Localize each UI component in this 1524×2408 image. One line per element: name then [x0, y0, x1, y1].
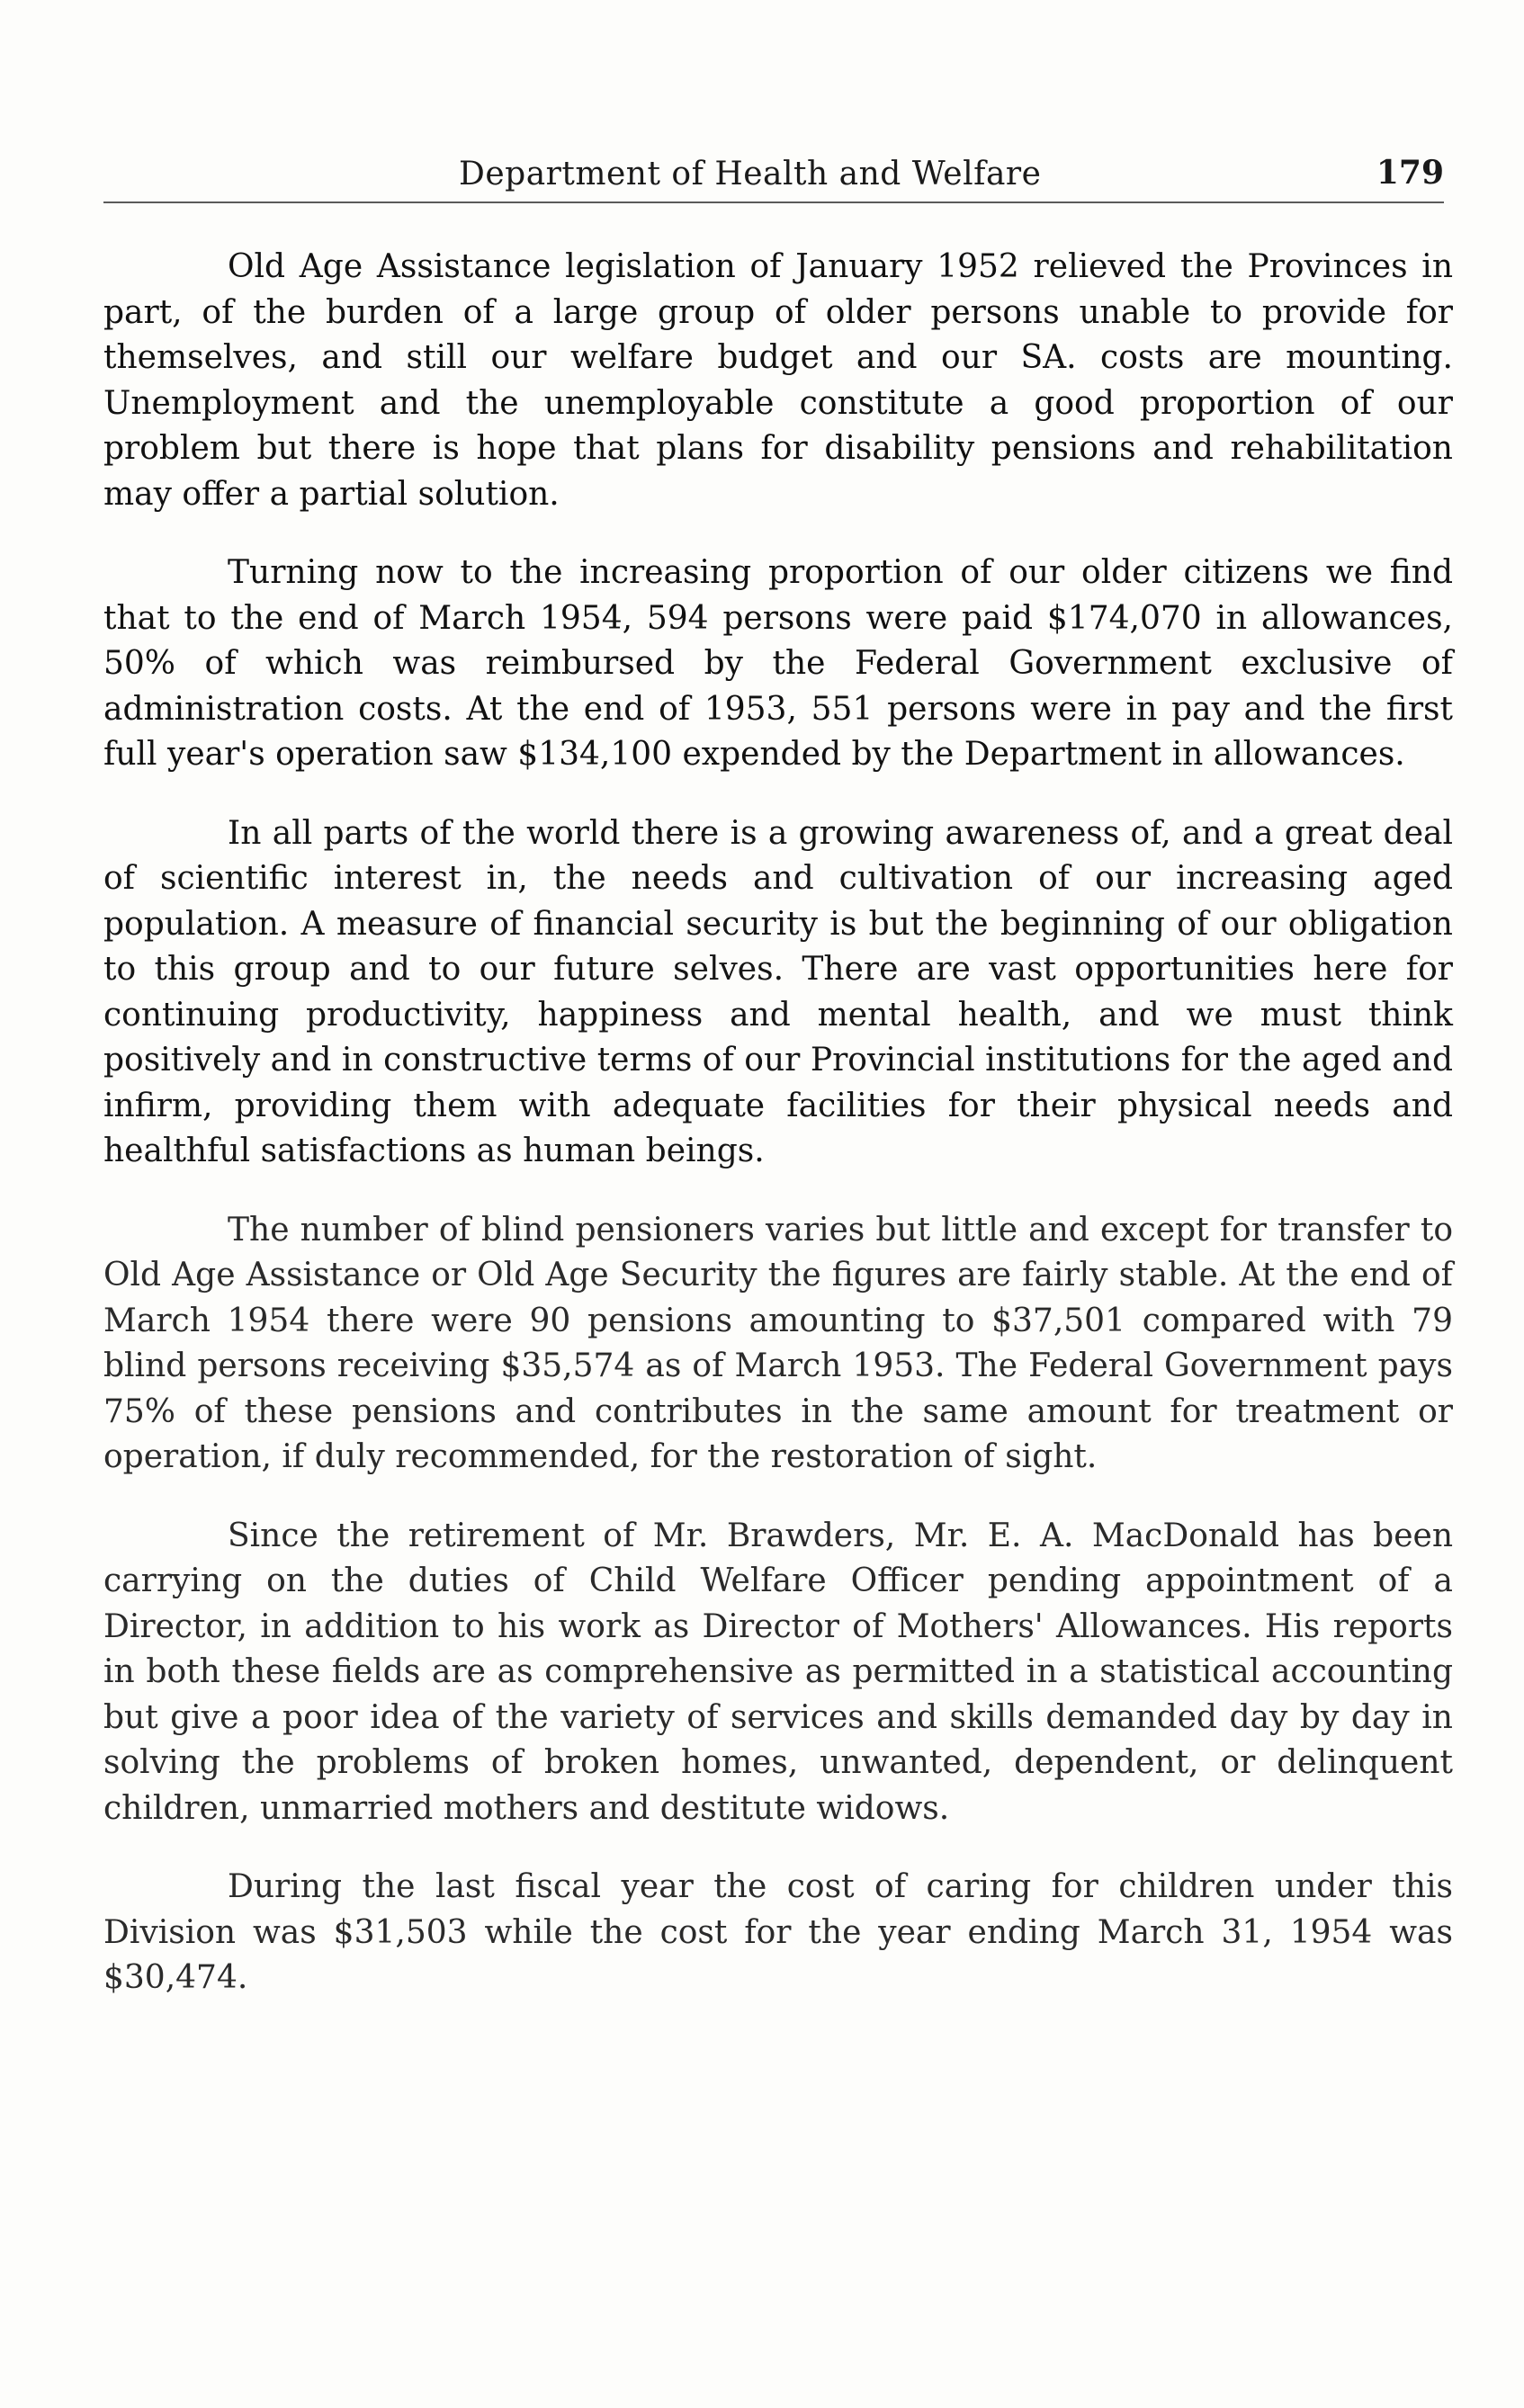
running-header [103, 151, 1444, 205]
running-title: Department of Health and Welfare [459, 156, 1042, 192]
paragraph-cost-of-caring: During the last fiscal year the cost of caring for children under this Division was $31,503 while the cost for the year ending March 31, 1954 was $30,474. [103, 1868, 1453, 1996]
header-rule [103, 201, 1444, 203]
page-number: 179 [1376, 154, 1444, 192]
paragraph-child-welfare: Since the retirement of Mr. Brawders, Mr. E. A. MacDonald has been carrying on the duties of Child Welfare Officer pending appointment of a Director, in addition to his work as Director of Mothers' Allowances. His reports in both these fields are as comprehensive as permitted in a statistical accounting but give a poor idea of the variety of services and skills demanded day by day in solving the problems of broken homes, unwanted, dependent, or delinquent children, unmarried mothers and destitute widows. [103, 1517, 1453, 1827]
paragraph-aged-population: In all parts of the world there is a growing awareness of, and a great deal of scientific interest in, the needs and cultivation of our increasing aged population. A measure of financial security is but the beginning of our obligation to this group and to our future selves. There are vast opportunities here for continuing productivity, happiness and mental health, and we must think positively and in constructive terms of our Provincial institutions for the aged and infirm, providing them with adequate facilities for their physical needs and healthful satisfactions as human beings. [103, 814, 1453, 1169]
paragraph-blind-pensioners: The number of blind pensioners varies but little and except for transfer to Old Age Assistance or Old Age Security the figures are fairly stable. At the end of March 1954 there were 90 pensions amounting to $37,501 compared with 79 blind persons receiving $35,574 as of March 1953. The Federal Government pays 75% of these pensions and contributes in the same amount for treatment or operation, if duly recommended, for the restoration of sight. [103, 1211, 1453, 1475]
body-text [103, 245, 1453, 2035]
paragraph-older-citizens-allowances: Turning now to the increasing proportion of our older citizens we find that to the end of March 1954, 594 persons were paid $174,070 in allowances, 50% of which was reimbursed by the Federal Government exclusive of administration costs. At the end of 1953, 551 persons were in pay and the first full year's operation saw $134,100 expended by the Department in allowances. [103, 554, 1453, 773]
paragraph-old-age-assistance: Old Age Assistance legislation of January 1952 relieved the Provinces in part, of the burden of a large group of older persons unable to provide for themselves, and still our welfare budget and our SA. costs are mounting. Unemployment and the unemployable constitute a good proportion of our problem but there is hope that plans for disability pensions and rehabilitation may offer a partial solution. [103, 248, 1453, 513]
